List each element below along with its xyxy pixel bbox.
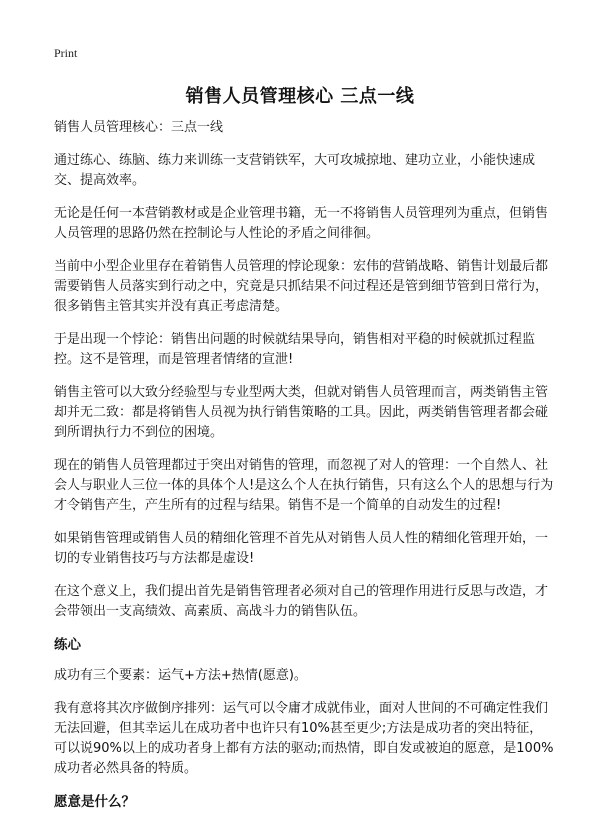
paragraph: 销售主管可以大致分经验型与专业型两大类，但就对销售人员管理而言，两类销售主管却并无二致：都是将销售人员视为执行销售策略的工具。因此，两类销售管理者都会碰到所谓执行力不到位的困境。 — [54, 385, 549, 440]
paragraph: 现在的销售人员管理都过于突出对销售的管理，而忽视了对人的管理：一个自然人、社会人与职业人三位一体的具体个人!是这么个人在执行销售，只有这么个人的思想与行为才令销售产生，产生所有的过程与结果。销售不是一个简单的自动发生的过程! — [54, 458, 554, 513]
section-heading: 练心 — [54, 637, 81, 653]
paragraph: 无论是任何一本营销教材或是企业管理书籍，无一不将销售人员管理列为重点，但销售人员管理的思路仍然在控制论与人性论的矛盾之间徘徊。 — [54, 206, 549, 241]
article-body — [54, 118, 554, 823]
page-title: 销售人员管理核心 三点一线 — [185, 86, 415, 107]
paragraph: 在这个意义上，我们提出首先是销售管理者必须对自己的管理作用进行反思与改造，才会带领出一支高绩效、高素质、高战斗力的销售队伍。 — [54, 584, 549, 619]
print-link[interactable]: Print — [54, 46, 78, 60]
paragraph: 我有意将其次序做倒序排列：运气可以令庸才成就伟业，面对人世间的不可确定性我们无法回避，但其幸运儿在成功者中也许只有10%甚至更少;方法是成功者的突出特征，可以说90%以上的成功者身上都有方法的驱动;而热情，即自发或被迫的愿意，是100%成功者必然具备的特质。 — [54, 701, 554, 776]
paragraph: 如果销售管理或销售人员的精细化管理不首先从对销售人员人性的精细化管理开始，一切的专业销售技巧与方法都是虚设! — [54, 531, 549, 566]
paragraph: 当前中小型企业里存在着销售人员管理的悖论现象：宏伟的营销战略、销售计划最后都需要销售人员落实到行动之中，究竟是只抓结果不问过程还是管到细节管到日常行为，很多销售主管其实并没有真正考虑清楚。 — [54, 259, 549, 314]
paragraph: 销售人员管理核心：三点一线 — [54, 120, 224, 135]
section-heading: 愿意是什么？ — [54, 794, 135, 810]
paragraph: 成功有三个要素：运气+方法+热情(愿意)。 — [54, 668, 307, 683]
paragraph: 于是出现一个悖论：销售出问题的时候就结果导向，销售相对平稳的时候就抓过程监控。这不是管理，而是管理者情绪的宣泄! — [54, 332, 536, 367]
paragraph: 通过练心、练脑、练力来训练一支营销铁军，大可攻城掠地、建功立业，小能快速成交、提高效率。 — [54, 153, 536, 188]
